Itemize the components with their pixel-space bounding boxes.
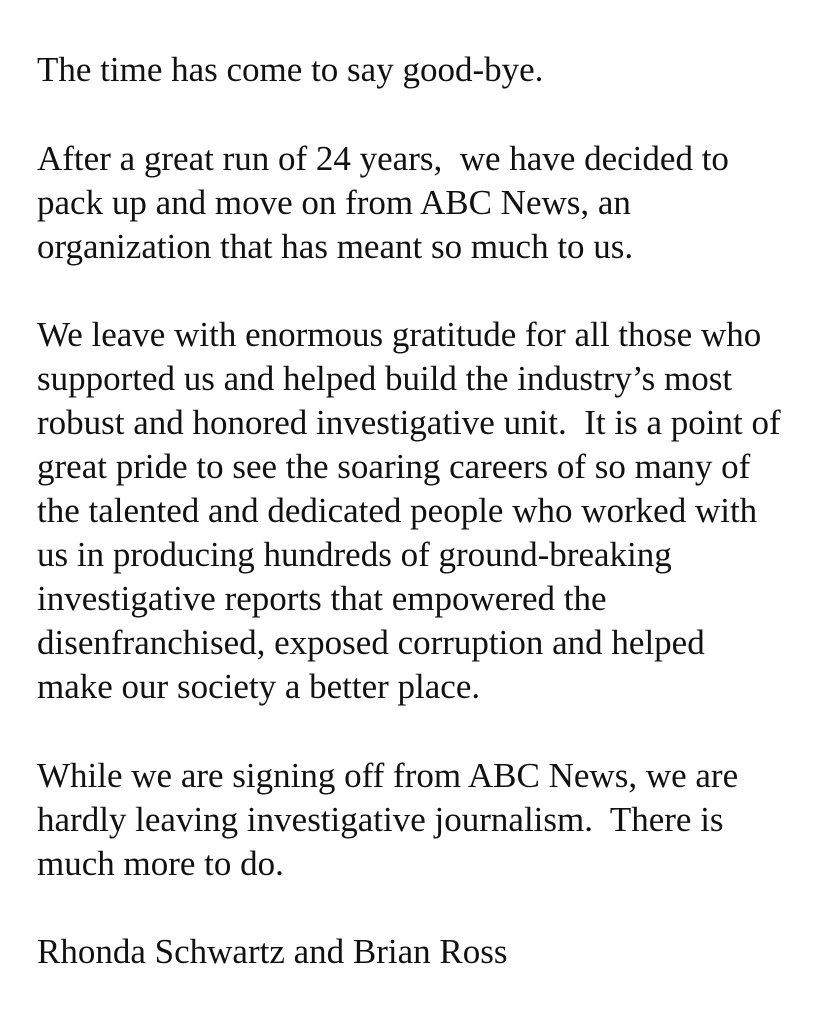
paragraph-3-line-4: great pride to see the soaring careers of so many of bbox=[37, 447, 751, 486]
paragraph-4-line-3: much more to do. bbox=[37, 844, 284, 883]
paragraph-3-line-5: the talented and dedicated people who worked with bbox=[37, 491, 758, 530]
paragraph-3-line-3: robust and honored investigative unit. It is a point of bbox=[37, 403, 781, 442]
paragraph-4-line-2: hardly leaving investigative journalism. There is bbox=[37, 800, 724, 839]
paragraph-4-line-1: While we are signing off from ABC News, we are bbox=[37, 756, 739, 795]
paragraph-3-line-8: disenfranchised, exposed corruption and helped bbox=[37, 623, 705, 662]
signature: Rhonda Schwartz and Brian Ross bbox=[37, 932, 508, 971]
paragraph-3-line-2: supported us and helped build the industry’s most bbox=[37, 359, 733, 398]
paragraph-2-line-1: After a great run of 24 years, we have decided to bbox=[37, 139, 729, 178]
paragraph-3-line-9: make our society a better place. bbox=[37, 667, 481, 706]
paragraph-2-line-3: organization that has meant so much to us. bbox=[37, 227, 634, 266]
paragraph-3-line-6: us in producing hundreds of ground-breaking bbox=[37, 535, 672, 574]
paragraph-3-line-7: investigative reports that empowered the bbox=[37, 579, 607, 618]
paragraph-3-line-1: We leave with enormous gratitude for all those who bbox=[37, 315, 762, 354]
opening-line: The time has come to say good-bye. bbox=[37, 50, 544, 89]
paragraph-2-line-2: pack up and move on from ABC News, an bbox=[37, 183, 631, 222]
